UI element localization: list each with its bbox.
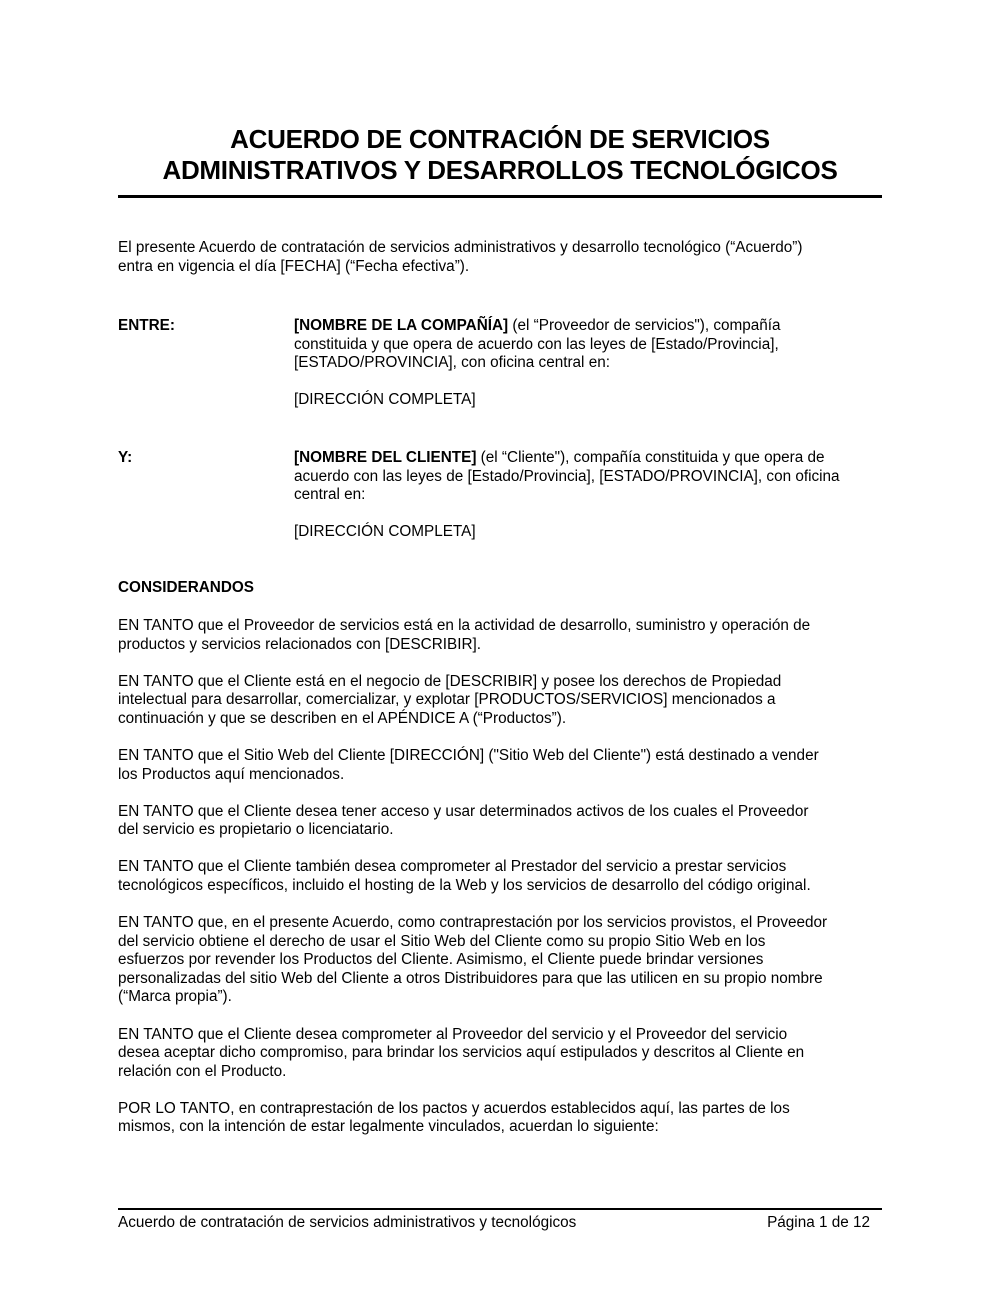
recital-line: del servicio obtiene el derecho de usar el Sitio Web del Cliente como su propio Sitio Web en los [118, 932, 766, 950]
title-line-1: ACUERDO DE CONTRACIÓN DE SERVICIOS [230, 124, 770, 154]
recital-line: del servicio es propietario o licenciatario. [118, 821, 394, 839]
recital-paragraph [118, 858, 882, 895]
recital-line: personalizadas del sitio Web del Cliente a otros Distribuidores para que las utilicen en su propio nombre [118, 969, 823, 987]
party-line-2: constituida y que opera de acuerdo con las leyes de [Estado/Provincia], [294, 335, 779, 353]
party-address: [DIRECCIÓN COMPLETA] [294, 522, 476, 540]
party-name: [NOMBRE DEL CLIENTE] [294, 449, 477, 466]
party-line-2: acuerdo con las leyes de [Estado/Provincia], [ESTADO/PROVINCIA], con oficina [294, 467, 840, 485]
intro-line-2: entra en vigencia el día [FECHA] (“Fecha efectiva”). [118, 257, 470, 275]
recital-line: EN TANTO que el Cliente también desea comprometer al Prestador del servicio a prestar servicios [118, 858, 787, 876]
recital-line: mismos, con la intención de estar legalmente vinculados, acuerdan lo siguiente: [118, 1118, 659, 1136]
recital-paragraph [118, 673, 882, 729]
party-name: [NOMBRE DE LA COMPAÑÍA] [294, 317, 509, 334]
title-divider [118, 195, 882, 198]
recital-line: continuación y que se describen en el APÉNDICE A (“Productos”). [118, 709, 567, 727]
recital-line: productos y servicios relacionados con [DESCRIBIR]. [118, 635, 482, 653]
recitals-list [118, 617, 882, 1155]
recital-paragraph [118, 747, 882, 784]
recital-paragraph [118, 914, 882, 1007]
party-label: Y: [118, 449, 133, 466]
recital-line: esfuerzos por revender los Productos del Cliente. Asimismo, el Cliente puede brindar versiones [118, 951, 764, 969]
party-line-3: central en: [294, 486, 366, 504]
intro-paragraph [118, 239, 882, 276]
recital-line: intelectual para desarrollar, comercializar, y explotar [PRODUCTOS/SERVICIOS] mencionados a [118, 691, 776, 709]
party-label: ENTRE: [118, 317, 175, 334]
title-line-2: ADMINISTRATIVOS Y DESARROLLOS TECNOLÓGICOS [162, 155, 838, 185]
recitals-heading: CONSIDERANDOS [118, 579, 254, 596]
footer-document-title: Acuerdo de contratación de servicios administrativos y tecnológicos [118, 1214, 577, 1231]
recital-line: EN TANTO que el Cliente desea tener acceso y usar determinados activos de los cuales el Proveedor [118, 802, 809, 820]
page-number: Página 1 de 12 [767, 1214, 870, 1231]
recital-line: (“Marca propia”). [118, 988, 232, 1006]
intro-line-1: El presente Acuerdo de contratación de servicios administrativos y desarrollo tecnológico (“Acuerdo”) [118, 239, 803, 256]
recital-paragraph [118, 617, 882, 654]
recital-paragraph [118, 1026, 882, 1082]
party-line-3: [ESTADO/PROVINCIA], con oficina central en: [294, 354, 610, 372]
recital-line: EN TANTO que el Proveedor de servicios está en la actividad de desarrollo, suministro y operación de [118, 617, 811, 634]
recital-line: relación con el Producto. [118, 1062, 287, 1080]
footer-divider [118, 1208, 882, 1210]
recital-line: EN TANTO que, en el presente Acuerdo, como contraprestación por los servicios provistos, el Proveedor [118, 914, 828, 932]
recital-line: EN TANTO que el Sitio Web del Cliente [DIRECCIÓN] ("Sitio Web del Cliente") está destinado a vender [118, 746, 819, 764]
party-description [294, 449, 874, 541]
recital-paragraph [118, 803, 882, 840]
recital-line: EN TANTO que el Cliente está en el negocio de [DESCRIBIR] y posee los derechos de Propiedad [118, 672, 782, 690]
document-title [118, 124, 882, 186]
recital-line: POR LO TANTO, en contraprestación de los pactos y acuerdos establecidos aquí, las partes de los [118, 1099, 790, 1117]
recital-line: tecnológicos específicos, incluido el hosting de la Web y los servicios de desarrollo del código original. [118, 876, 811, 894]
party-line-1: (el “Proveedor de servicios"), compañía [508, 317, 781, 334]
party-description [294, 317, 874, 409]
party-address: [DIRECCIÓN COMPLETA] [294, 390, 476, 408]
page-footer [118, 1214, 882, 1233]
recital-line: desea aceptar dicho compromiso, para brindar los servicios aquí estipulados y descritos al Cliente en [118, 1044, 805, 1062]
recital-line: los Productos aquí mencionados. [118, 765, 345, 783]
party-line-1: (el “Cliente"), compañía constituida y que opera de [476, 449, 825, 466]
recital-paragraph [118, 1100, 882, 1137]
recital-line: EN TANTO que el Cliente desea comprometer al Proveedor del servicio y el Proveedor del servicio [118, 1025, 788, 1043]
document-page [118, 0, 882, 1290]
